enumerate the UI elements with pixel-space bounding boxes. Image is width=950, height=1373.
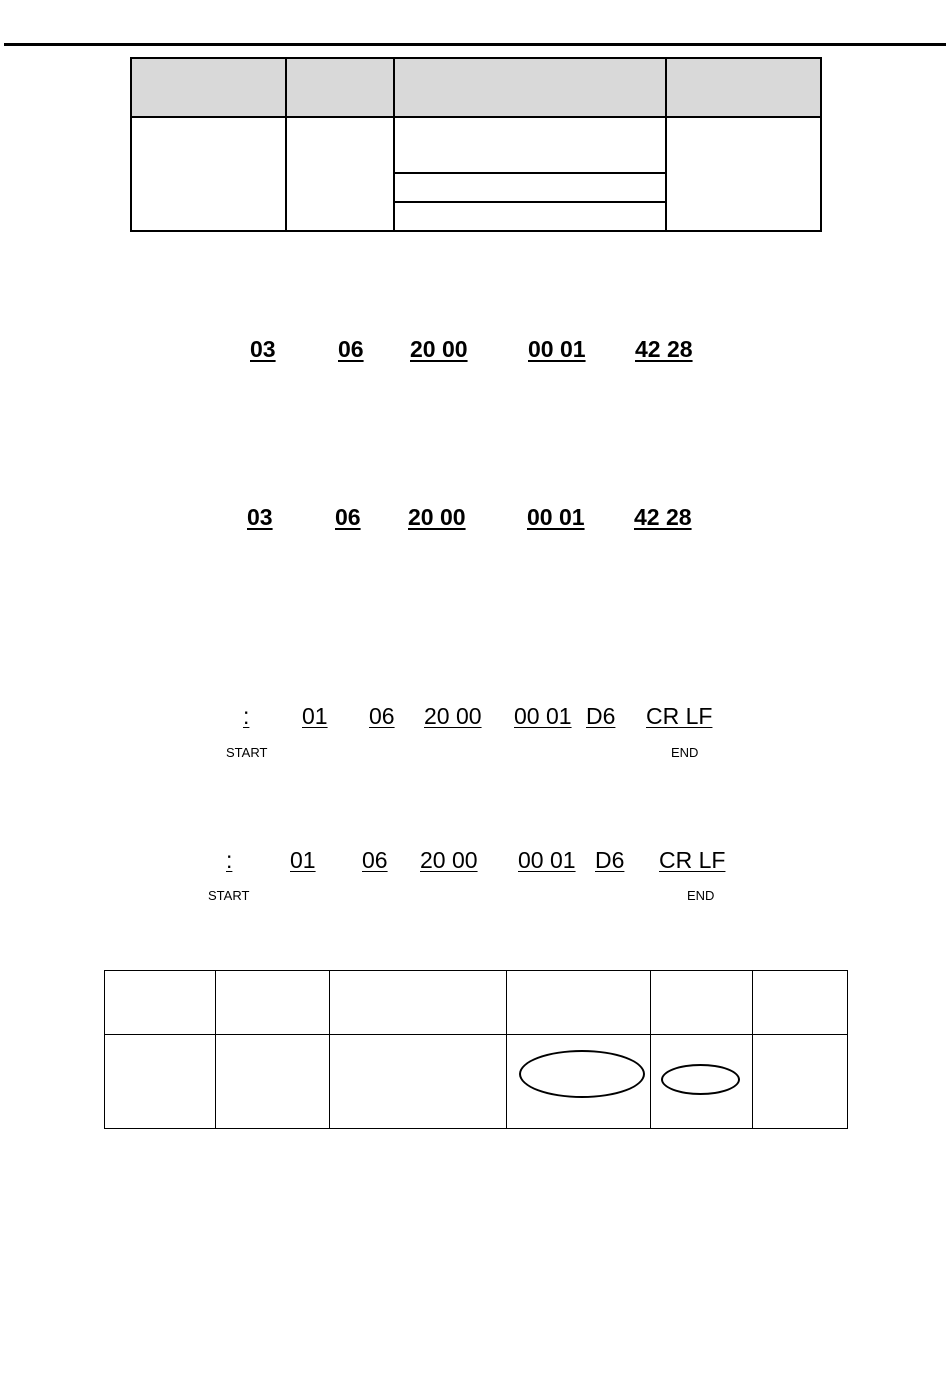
slave-address: 03	[247, 504, 273, 530]
register-address: 20 00	[424, 703, 482, 729]
start-label: START	[226, 745, 268, 760]
table-row	[131, 117, 821, 173]
end-label: END	[687, 888, 715, 903]
table-header-cell	[666, 58, 821, 117]
table-cell	[105, 1035, 216, 1129]
table-cell	[666, 117, 821, 231]
register-data: 00 01	[527, 504, 585, 530]
table-header-cell	[105, 971, 216, 1035]
function-code: 06	[338, 336, 364, 362]
register-data: 00 01	[528, 336, 586, 362]
end-chars: CR LF	[659, 847, 726, 873]
table-header-cell	[286, 58, 394, 117]
start-char: :	[226, 847, 233, 873]
table-cell	[131, 117, 286, 231]
lrc-check: D6	[586, 703, 616, 729]
table-header-cell	[131, 58, 286, 117]
table-cell	[394, 117, 666, 173]
register-data: 00 01	[518, 847, 576, 873]
table-header-cell	[753, 971, 848, 1035]
start-char: :	[243, 703, 250, 729]
lrc-check: D6	[595, 847, 625, 873]
function-code: 06	[369, 703, 395, 729]
register-data: 00 01	[514, 703, 572, 729]
end-label: END	[671, 745, 699, 760]
register-table	[130, 57, 822, 232]
table-header-cell	[651, 971, 753, 1035]
slave-address: 01	[290, 847, 316, 873]
table-cell	[394, 173, 666, 202]
start-label: START	[208, 888, 250, 903]
table-header-row	[131, 58, 821, 117]
table-header-cell	[216, 971, 330, 1035]
register-address: 20 00	[420, 847, 478, 873]
table-cell	[330, 1035, 507, 1129]
register-address: 20 00	[408, 504, 466, 530]
highlight-ellipse	[519, 1050, 645, 1098]
table-cell	[286, 117, 394, 231]
crc-check: 42 28	[634, 504, 692, 530]
frame-format-table	[104, 970, 848, 1129]
table-header-cell	[394, 58, 666, 117]
highlight-ellipse	[661, 1064, 740, 1095]
slave-address: 03	[250, 336, 276, 362]
crc-check: 42 28	[635, 336, 693, 362]
table-cell	[753, 1035, 848, 1129]
table-cell	[394, 202, 666, 231]
function-code: 06	[335, 504, 361, 530]
slave-address: 01	[302, 703, 328, 729]
table-header-cell	[330, 971, 507, 1035]
table-header-row	[105, 971, 848, 1035]
end-chars: CR LF	[646, 703, 713, 729]
register-address: 20 00	[410, 336, 468, 362]
header-rule	[4, 43, 946, 46]
table-header-cell	[507, 971, 651, 1035]
function-code: 06	[362, 847, 388, 873]
table-cell	[216, 1035, 330, 1129]
